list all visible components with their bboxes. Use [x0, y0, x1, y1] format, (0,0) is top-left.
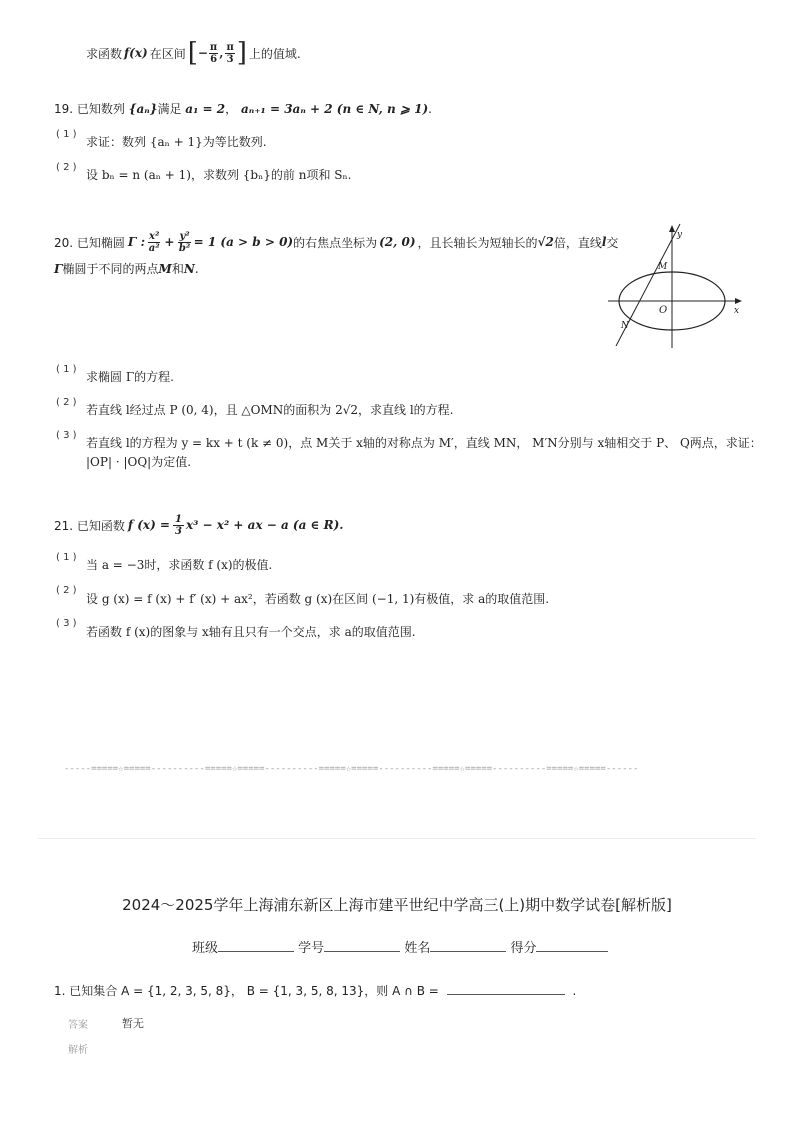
answer-label: 答案	[68, 1020, 88, 1031]
q19-stem: 19. 已知数列 {aₙ}满足 a₁ = 2， aₙ₊₁ = 3aₙ + 2 (n ∈ N, n ⩾ 1).	[54, 102, 432, 116]
label-y: y	[677, 230, 683, 240]
q21-part1-text: 当 a = −3时，求函数 f (x)的极值.	[86, 558, 273, 572]
field-number-blank[interactable]	[324, 939, 400, 952]
q21-part3-num: ( 3 )	[56, 618, 77, 629]
q1-stem: 1. 已知集合 A = {1, 2, 3, 5, 8}， B = {1, 3, 5, 8, 13}，则 A ∩ B = .	[54, 984, 577, 998]
analysis-label: 解析	[68, 1045, 88, 1056]
x-axis	[608, 298, 742, 304]
q20-part3-text2: |OP| · |OQ|为定值.	[86, 455, 192, 469]
ellipse-figure	[606, 222, 746, 350]
q19-part1-text: 求证：数列 {aₙ + 1}为等比数列.	[86, 135, 267, 149]
q21-part2-num: ( 2 )	[56, 585, 77, 596]
answer-value: 暂无	[122, 1017, 144, 1030]
q1-answer-blank[interactable]	[447, 982, 565, 995]
label-M: M	[658, 262, 668, 272]
q18-suffix: 上的值域.	[248, 46, 301, 61]
q19-part2-text: 设 bₙ = n (aₙ + 1)，求数列 {bₙ}的前 n项和 Sₙ.	[86, 168, 352, 182]
field-name-label: 姓名	[404, 941, 431, 956]
q20-part3-text: 若直线 l的方程为 y = kx + t (k ≠ 0)，点 M关于 x轴的对称点为 M′，直线 MN， M′N分别与 x轴相交于 P、 Q两点，求证：	[86, 436, 762, 450]
page-title: 2024～2025学年上海浦东新区上海市建平世纪中学高三(上)期中数学试卷[解析版]	[122, 896, 672, 914]
q20-part1-text: 求椭圆 Γ的方程.	[86, 370, 174, 384]
label-x: x	[734, 306, 740, 316]
field-class-blank[interactable]	[218, 939, 294, 952]
q20-stem-line2: Γ椭圆于不同的两点M和N.	[54, 262, 199, 276]
q18-mid: 在区间	[149, 46, 186, 61]
field-class-label: 班级	[192, 941, 219, 956]
q20-stem-line1: 20. 已知椭圆 Γ : x² a² + $\frac{\text{y²}}{\text{b²}}$ = 1 (a > b > 0) 的右焦点坐标为 (2, 0) ，且长轴长为短轴长的 √2 倍，直线 l 交	[54, 230, 619, 254]
q20-part1-num: ( 1 )	[56, 364, 77, 375]
student-info-fields	[192, 937, 608, 956]
field-score-label: 得分	[510, 941, 537, 956]
q21-stem: 21. 已知函数 f (x) = $\frac{1}{3}$ x³ − x² + ax − a (a ∈ R).	[54, 513, 344, 537]
q19-part1-num: ( 1 )	[56, 129, 77, 140]
field-number-label: 学号	[298, 941, 325, 956]
field-score-blank[interactable]	[536, 939, 608, 952]
section-divider: -----=====☆=====----------=====☆=====----------=====☆=====----------=====☆=====----------=====☆=====------	[64, 764, 639, 774]
field-name-blank[interactable]	[430, 939, 506, 952]
q20-part2-num: ( 2 )	[56, 397, 77, 408]
page-separator	[38, 838, 756, 839]
q18-prefix: 求函数	[86, 46, 123, 61]
q18-func: f(x)	[124, 46, 148, 60]
label-O: O	[659, 305, 668, 316]
q18-tail	[86, 40, 301, 66]
q18-interval: [ − $\frac{\pi}{6}$ , π 3 ]	[187, 38, 247, 68]
q20-part3-num: ( 3 )	[56, 430, 77, 441]
q19-part2-num: ( 2 )	[56, 162, 77, 173]
q21-part3-text: 若函数 f (x)的图象与 x轴有且只有一个交点，求 a的取值范围.	[86, 625, 416, 639]
q20-part2-text: 若直线 l经过点 P (0, 4)，且 △OMN的面积为 2√2，求直线 l的方程.	[86, 403, 454, 417]
q21-part2-text: 设 g (x) = f (x) + f′ (x) + ax²，若函数 g (x)在区间 (−1, 1)有极值，求 a的取值范围.	[86, 592, 550, 606]
q21-part1-num: ( 1 )	[56, 552, 77, 563]
label-N: N	[621, 321, 629, 331]
